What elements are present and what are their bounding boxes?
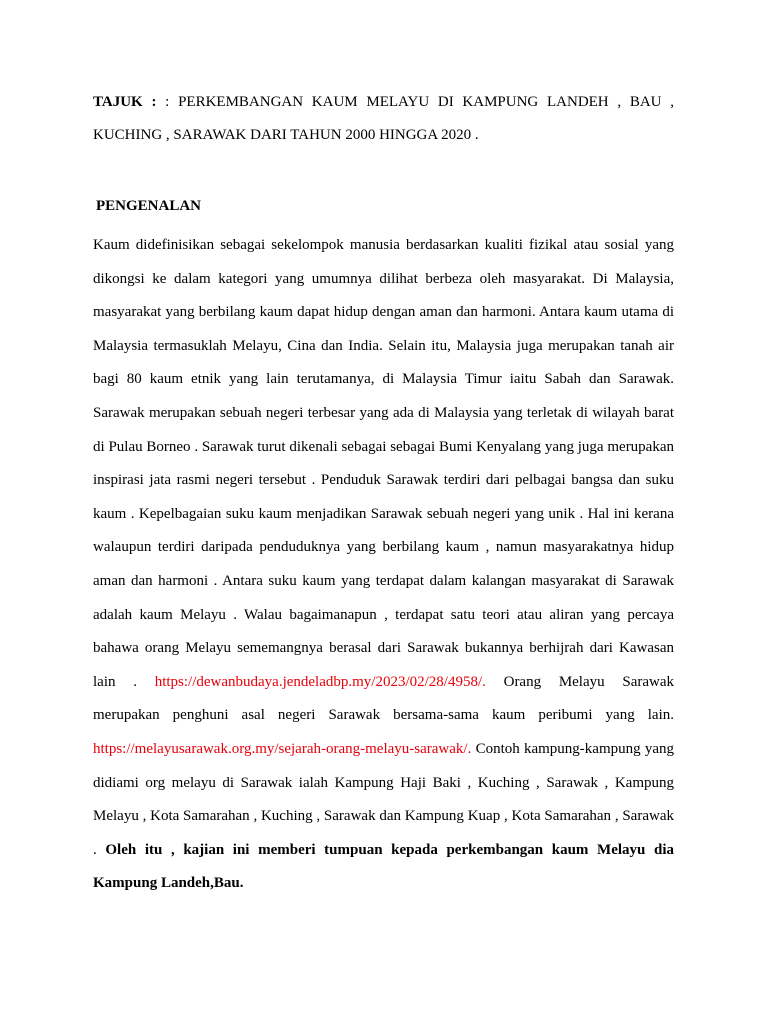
title-label: TAJUK : xyxy=(93,94,157,110)
section-heading: PENGENALAN xyxy=(96,198,202,214)
intro-paragraph xyxy=(93,229,674,901)
document-title xyxy=(93,86,674,152)
paragraph-text-1: Kaum didefinisikan sebagai sekelompok manusia berdasarkan kualiti fizikal atau sosial yang dikongsi ke dalam kategori yang umumnya dilihat berbeza oleh masyarakat. Di Malaysia, masyarakat yang berbilang kaum dapat hidup dengan aman dan harmoni. Antara kaum utama di Malaysia termasuklah Melayu, Cina dan India. Selain itu, Malaysia juga merupakan tanah air bagi 80 kaum etnik yang lain terutamanya, di Malaysia Timur iaitu Sabah dan Sarawak. Sarawak merupakan sebuah negeri terbesar yang ada di Malaysia yang terletak di wilayah barat di Pulau Borneo . Sarawak turut dikenali sebagai sebagai Bumi Kenyalang yang juga merupakan inspirasi jata rasmi negeri tersebut . Penduduk Sarawak terdiri dari pelbagai bangsa dan suku kaum . Kepelbagaian suku kaum menjadikan Sarawak sebuah negeri yang unik . Hal ini kerana walaupun terdiri daripada penduduknya yang berbilang kaum , namun masyarakatnya hidup aman dan harmoni . Antara suku kaum yang terdapat dalam kalangan masyarakat di Sarawak adalah kaum Melayu . Walau bagaimanapun , terdapat satu teori atau aliran yang percaya bahawa orang Melayu sememangnya berasal dari Sarawak bukannya berhijrah dari Kawasan lain . xyxy=(93,237,674,690)
reference-link-dewanbudaya[interactable]: https://dewanbudaya.jendeladbp.my/2023/02/28/4958/. xyxy=(154,673,486,690)
paragraph-text-3: Contoh kampung-kampung yang didiami org melayu di Sarawak ialah Kampung Haji Baki , Kuching , Sarawak , Kampung Melayu , Kota Samarahan , Kuching , Sarawak dan Kampung Kuap , Kota Samarahan , Sarawak . xyxy=(93,740,674,858)
paragraph-conclusion: Oleh itu , kajian ini memberi tumpuan kepada perkembangan kaum Melayu dia Kampung Landeh,Bau. xyxy=(93,841,675,892)
title-text: : PERKEMBANGAN KAUM MELAYU DI KAMPUNG LANDEH , BAU , KUCHING , SARAWAK DARI TAHUN 2000 HINGGA 2020 . xyxy=(93,94,674,143)
reference-link-melayusarawak[interactable]: https://melayusarawak.org.my/sejarah-orang-melayu-sarawak/. xyxy=(93,740,472,757)
paragraph-text-2: Orang Melayu Sarawak merupakan penghuni asal negeri Sarawak bersama-sama kaum peribumi yang lain. xyxy=(93,673,674,724)
